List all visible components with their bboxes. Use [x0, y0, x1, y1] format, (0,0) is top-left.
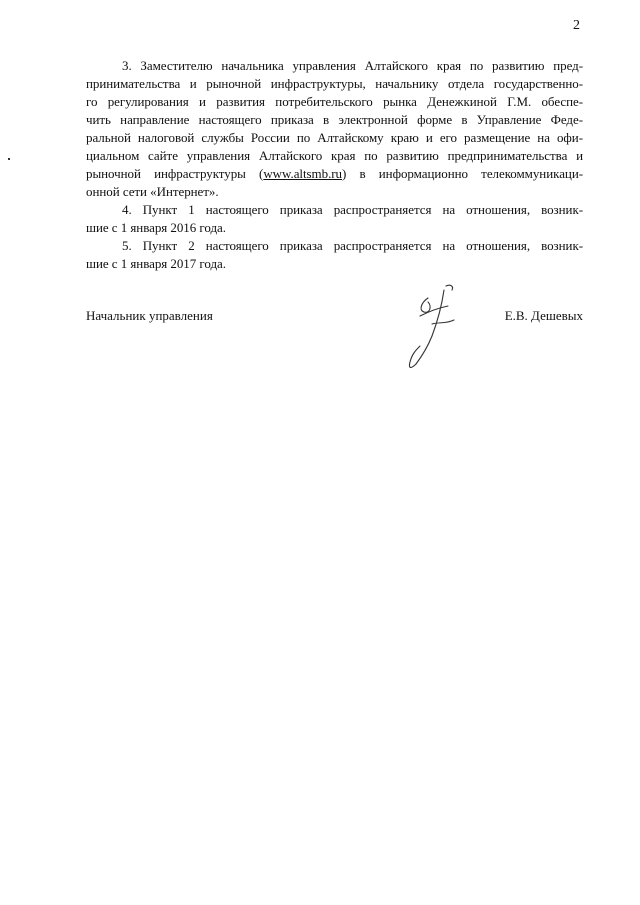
scan-mark: [8, 158, 10, 160]
page-number: 2: [573, 18, 580, 33]
signer-title: Начальник управления: [86, 308, 213, 323]
handwritten-signature: [398, 280, 468, 375]
paragraph-3: [86, 57, 583, 201]
paragraph-4: [86, 201, 583, 237]
website-link[interactable]: www.altsmb.ru: [263, 166, 342, 181]
text-line: 4. Пункт 1 настоящего приказа распространяется на отношения, возник-: [122, 202, 583, 217]
document-body: [86, 57, 583, 273]
text-line: 3. Заместителю начальника управления Алтайского края по развитию пред-: [122, 58, 583, 73]
text-line: ральной налоговой службы России по Алтайскому краю и его размещение на офи-: [86, 130, 583, 145]
text-line: го регулирования и развития потребительского рынка Денежкиной Г.М. обеспе-: [86, 94, 583, 109]
text-fragment: рыночной инфраструктуры (: [86, 166, 264, 181]
text-line: онной сети «Интернет».: [86, 184, 219, 199]
text-fragment: ) в информационно телекоммуникаци-: [342, 166, 584, 181]
text-line-with-link: [86, 165, 583, 183]
text-line: чить направление настоящего приказа в электронной форме в Управление Феде-: [86, 112, 583, 127]
text-line: 5. Пункт 2 настоящего приказа распространяется на отношения, возник-: [122, 238, 583, 253]
text-line: шие с 1 января 2017 года.: [86, 256, 226, 271]
text-line: циальном сайте управления Алтайского края по развитию предпринимательства и: [86, 148, 583, 163]
text-line: шие с 1 января 2016 года.: [86, 220, 226, 235]
text-line: принимательства и рыночной инфраструктуры, начальнику отдела государственно-: [86, 76, 583, 91]
signer-name: Е.В. Дешевых: [504, 308, 583, 323]
paragraph-5: [86, 237, 583, 273]
